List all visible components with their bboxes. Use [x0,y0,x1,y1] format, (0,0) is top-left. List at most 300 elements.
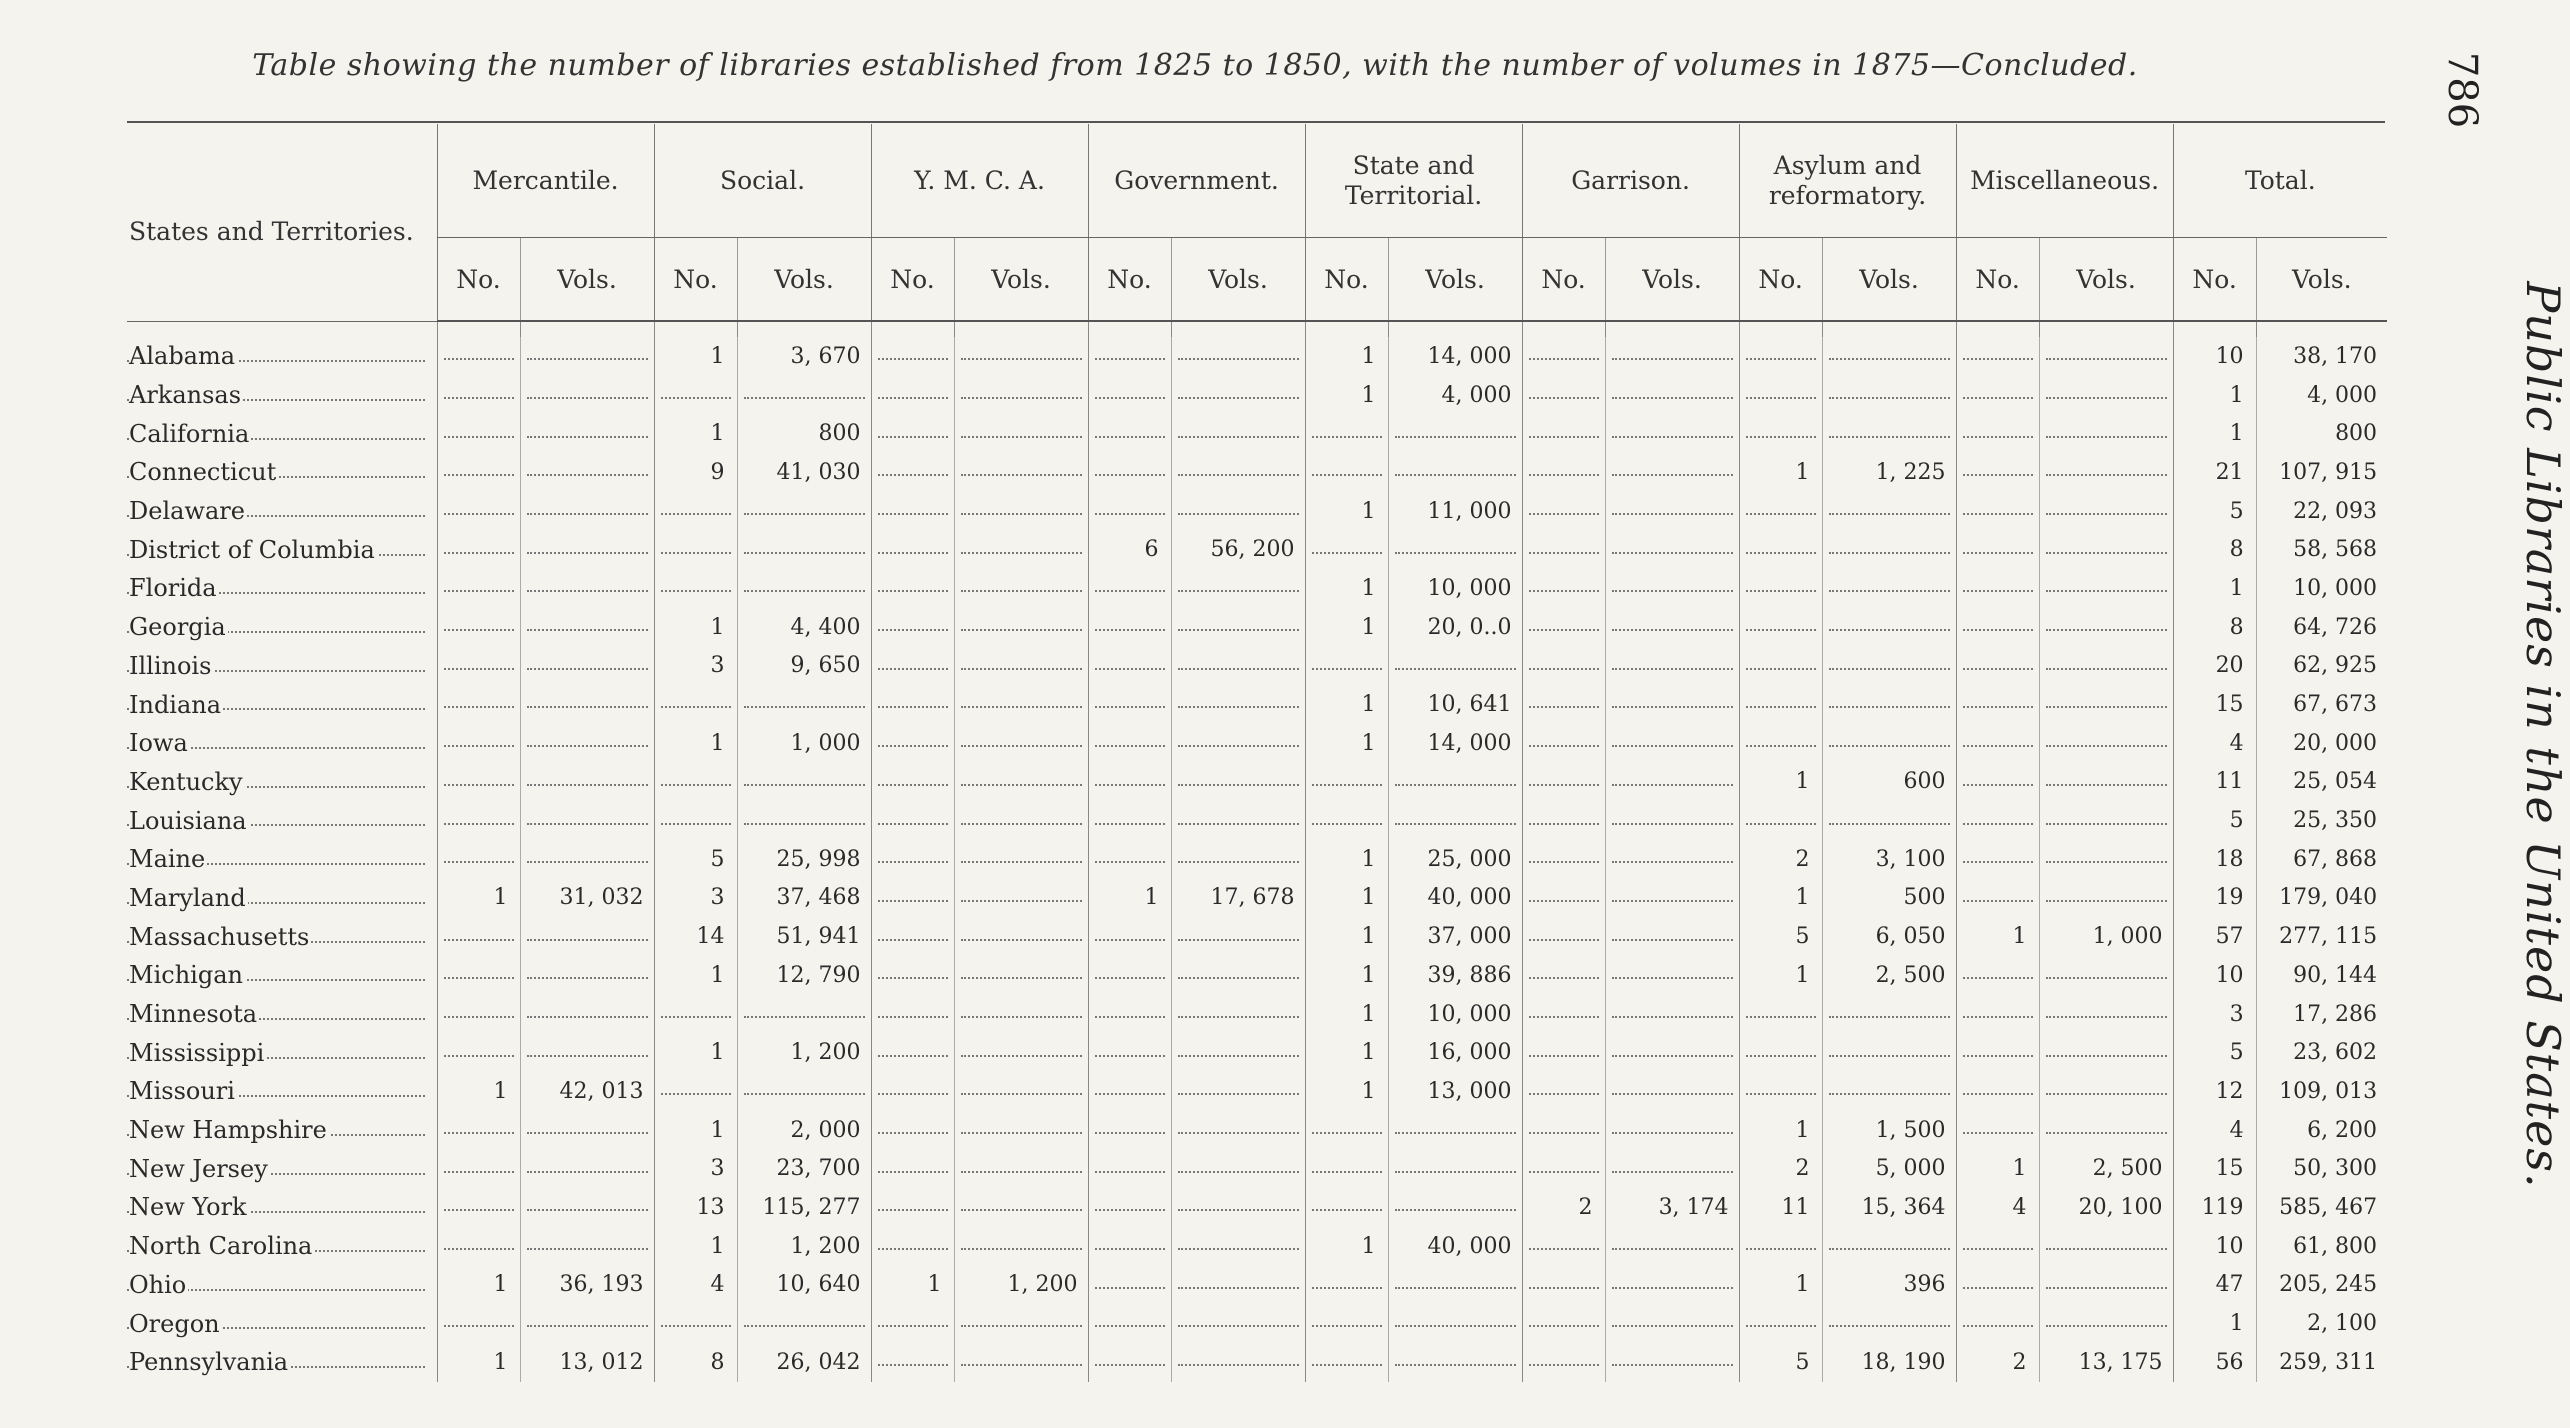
government-vols-cell [1171,1033,1305,1072]
total-no-cell: 15 [2173,1149,2256,1188]
ymca-vols-cell [954,724,1088,763]
state-territorial-vols-cell: 10, 641 [1388,685,1522,724]
vols-header: Vols. [2039,238,2173,322]
ymca-no-cell [871,956,954,995]
social-vols-cell: 12, 790 [737,956,871,995]
state-territorial-vols-cell: 20, 0..0 [1388,608,1522,647]
ymca-vols-cell [954,1227,1088,1266]
group-header-garrison: Garrison. [1522,124,1739,238]
asylum-no-cell [1739,569,1822,608]
no-header: No. [1739,238,1822,322]
government-vols-cell [1171,840,1305,879]
state-name-cell [127,1343,437,1382]
garrison-no-cell [1522,608,1605,647]
state-name-cell [127,995,437,1034]
government-vols-cell [1171,1266,1305,1305]
table-row [127,530,2387,569]
garrison-no-cell [1522,1072,1605,1111]
state-territorial-no-cell: 1 [1305,1033,1388,1072]
state-name-cell [127,724,437,763]
total-vols-cell: 10, 000 [2256,569,2387,608]
asylum-vols-cell: 2, 500 [1822,956,1956,995]
state-territorial-vols-cell [1388,1149,1522,1188]
state-territorial-vols-cell: 37, 000 [1388,917,1522,956]
miscellaneous-no-cell: 1 [1956,917,2039,956]
miscellaneous-vols-cell [2039,801,2173,840]
total-no-cell: 20 [2173,647,2256,686]
state-territorial-vols-cell [1388,801,1522,840]
state-name: California [129,419,250,448]
ymca-no-cell [871,1227,954,1266]
miscellaneous-vols-cell [2039,1033,2173,1072]
asylum-vols-cell: 1, 225 [1822,453,1956,492]
no-header: No. [437,238,520,322]
social-vols-cell: 26, 042 [737,1343,871,1382]
ymca-no-cell [871,1111,954,1150]
ymca-vols-cell [954,414,1088,453]
garrison-no-cell [1522,917,1605,956]
mercantile-vols-cell [520,1227,654,1266]
mercantile-vols-cell [520,995,654,1034]
mercantile-no-cell [437,1227,520,1266]
ymca-no-cell [871,1304,954,1343]
ymca-no-cell [871,453,954,492]
state-territorial-no-cell [1305,647,1388,686]
total-vols-cell: 205, 245 [2256,1266,2387,1305]
no-header: No. [2173,238,2256,322]
ymca-vols-cell [954,453,1088,492]
government-vols-cell [1171,492,1305,531]
garrison-vols-cell [1605,917,1739,956]
state-name-cell [127,530,437,569]
table-row [127,840,2387,879]
miscellaneous-vols-cell: 1, 000 [2039,917,2173,956]
table-title: Table showing the number of libraries established from 1825 to 1850, with the number of volumes in 1875—Concluded. [252,48,2138,83]
total-vols-cell: 109, 013 [2256,1072,2387,1111]
table-row [127,917,2387,956]
garrison-no-cell [1522,1266,1605,1305]
mercantile-vols-cell: 36, 193 [520,1266,654,1305]
garrison-no-cell [1522,685,1605,724]
government-vols-cell [1171,1111,1305,1150]
vols-header: Vols. [1171,238,1305,322]
government-no-cell [1088,1033,1171,1072]
garrison-no-cell [1522,995,1605,1034]
no-header: No. [1956,238,2039,322]
state-territorial-vols-cell [1388,1266,1522,1305]
social-no-cell [654,530,737,569]
social-no-cell: 1 [654,608,737,647]
miscellaneous-no-cell [1956,956,2039,995]
ymca-vols-cell [954,995,1088,1034]
table-row [127,414,2387,453]
garrison-vols-cell [1605,1227,1739,1266]
social-no-cell [654,492,737,531]
total-vols-cell: 107, 915 [2256,453,2387,492]
asylum-no-cell [1739,1304,1822,1343]
miscellaneous-no-cell: 2 [1956,1343,2039,1382]
mercantile-vols-cell [520,1149,654,1188]
state-territorial-no-cell: 1 [1305,956,1388,995]
state-name: Kentucky [129,767,243,796]
asylum-vols-cell [1822,1033,1956,1072]
social-vols-cell [737,685,871,724]
garrison-no-cell [1522,1149,1605,1188]
vols-header: Vols. [1822,238,1956,322]
state-name: Massachusetts [129,922,310,951]
garrison-vols-cell [1605,724,1739,763]
miscellaneous-vols-cell [2039,1304,2173,1343]
social-vols-cell: 1, 200 [737,1033,871,1072]
social-no-cell: 1 [654,1227,737,1266]
table-row [127,1266,2387,1305]
garrison-no-cell [1522,1033,1605,1072]
mercantile-vols-cell [520,1304,654,1343]
total-vols-cell: 38, 170 [2256,337,2387,376]
total-vols-cell: 67, 868 [2256,840,2387,879]
government-vols-cell [1171,1343,1305,1382]
total-vols-cell: 20, 000 [2256,724,2387,763]
miscellaneous-no-cell [1956,1033,2039,1072]
social-vols-cell: 1, 200 [737,1227,871,1266]
social-vols-cell: 41, 030 [737,453,871,492]
mercantile-no-cell [437,414,520,453]
ymca-no-cell: 1 [871,1266,954,1305]
state-territorial-vols-cell [1388,763,1522,802]
asylum-no-cell: 1 [1739,763,1822,802]
state-name-cell [127,492,437,531]
state-territorial-no-cell: 1 [1305,724,1388,763]
social-no-cell [654,569,737,608]
garrison-no-cell [1522,1343,1605,1382]
group-header-mercantile: Mercantile. [437,124,654,238]
asylum-vols-cell [1822,1227,1956,1266]
total-vols-cell: 800 [2256,414,2387,453]
garrison-vols-cell [1605,530,1739,569]
group-header-ymca: Y. M. C. A. [871,124,1088,238]
miscellaneous-no-cell [1956,647,2039,686]
garrison-no-cell [1522,763,1605,802]
table-row [127,1033,2387,1072]
social-vols-cell: 115, 277 [737,1188,871,1227]
miscellaneous-vols-cell [2039,492,2173,531]
total-no-cell: 47 [2173,1266,2256,1305]
ymca-vols-cell [954,1072,1088,1111]
garrison-vols-cell [1605,685,1739,724]
garrison-vols-cell [1605,763,1739,802]
state-territorial-vols-cell: 40, 000 [1388,879,1522,918]
social-no-cell: 4 [654,1266,737,1305]
ymca-vols-cell [954,1033,1088,1072]
table-row [127,685,2387,724]
ymca-no-cell [871,685,954,724]
asylum-vols-cell: 600 [1822,763,1956,802]
mercantile-vols-cell [520,414,654,453]
miscellaneous-vols-cell [2039,840,2173,879]
ymca-vols-cell: 1, 200 [954,1266,1088,1305]
asylum-no-cell: 5 [1739,917,1822,956]
garrison-no-cell [1522,376,1605,415]
government-vols-cell [1171,414,1305,453]
state-name-cell [127,337,437,376]
state-territorial-no-cell [1305,1343,1388,1382]
total-no-cell: 56 [2173,1343,2256,1382]
total-no-cell: 1 [2173,414,2256,453]
state-name: New York [129,1193,247,1222]
table-body [127,321,2387,1382]
state-name-cell [127,840,437,879]
garrison-no-cell [1522,1227,1605,1266]
state-name: Iowa [129,729,188,758]
mercantile-no-cell [437,801,520,840]
state-name: Maryland [129,883,246,912]
table-row [127,724,2387,763]
social-vols-cell: 37, 468 [737,879,871,918]
ymca-no-cell [871,414,954,453]
asylum-vols-cell: 1, 500 [1822,1111,1956,1150]
mercantile-vols-cell [520,956,654,995]
social-vols-cell: 4, 400 [737,608,871,647]
mercantile-no-cell: 1 [437,1343,520,1382]
ymca-no-cell [871,376,954,415]
total-vols-cell: 25, 350 [2256,801,2387,840]
government-vols-cell [1171,956,1305,995]
state-territorial-no-cell [1305,453,1388,492]
state-territorial-vols-cell: 39, 886 [1388,956,1522,995]
garrison-vols-cell [1605,376,1739,415]
miscellaneous-no-cell [1956,1111,2039,1150]
government-vols-cell [1171,1227,1305,1266]
social-vols-cell [737,492,871,531]
government-vols-cell [1171,376,1305,415]
state-territorial-no-cell [1305,801,1388,840]
states-header: States and Territories. [127,124,437,321]
miscellaneous-vols-cell [2039,1227,2173,1266]
miscellaneous-vols-cell [2039,1111,2173,1150]
state-name-cell [127,1072,437,1111]
state-territorial-vols-cell [1388,1111,1522,1150]
government-no-cell [1088,917,1171,956]
libraries-table [127,124,2387,1382]
state-territorial-vols-cell [1388,1343,1522,1382]
no-header: No. [871,238,954,322]
asylum-vols-cell [1822,608,1956,647]
ymca-vols-cell [954,801,1088,840]
miscellaneous-no-cell [1956,414,2039,453]
social-vols-cell [737,530,871,569]
miscellaneous-no-cell [1956,763,2039,802]
miscellaneous-no-cell [1956,453,2039,492]
state-territorial-vols-cell: 40, 000 [1388,1227,1522,1266]
mercantile-no-cell [437,724,520,763]
total-vols-cell: 61, 800 [2256,1227,2387,1266]
garrison-vols-cell [1605,879,1739,918]
social-no-cell: 13 [654,1188,737,1227]
miscellaneous-vols-cell [2039,1072,2173,1111]
state-territorial-vols-cell: 14, 000 [1388,724,1522,763]
vols-header: Vols. [1605,238,1739,322]
state-territorial-no-cell [1305,1266,1388,1305]
government-no-cell [1088,569,1171,608]
garrison-no-cell [1522,492,1605,531]
government-no-cell [1088,956,1171,995]
state-name-cell [127,1304,437,1343]
garrison-vols-cell [1605,1111,1739,1150]
garrison-no-cell [1522,569,1605,608]
government-vols-cell: 56, 200 [1171,530,1305,569]
ymca-no-cell [871,1149,954,1188]
garrison-no-cell [1522,453,1605,492]
state-name-cell [127,1111,437,1150]
mercantile-vols-cell: 42, 013 [520,1072,654,1111]
state-name: Pennsylvania [129,1348,289,1377]
garrison-no-cell: 2 [1522,1188,1605,1227]
state-name: Missouri [129,1077,235,1106]
state-territorial-no-cell: 1 [1305,840,1388,879]
government-vols-cell [1171,801,1305,840]
table-row [127,1304,2387,1343]
ymca-no-cell [871,1188,954,1227]
garrison-vols-cell [1605,1072,1739,1111]
asylum-no-cell [1739,1072,1822,1111]
government-no-cell [1088,995,1171,1034]
state-territorial-no-cell: 1 [1305,917,1388,956]
mercantile-vols-cell [520,685,654,724]
state-name: New Jersey [129,1154,268,1183]
miscellaneous-vols-cell [2039,685,2173,724]
ymca-no-cell [871,763,954,802]
asylum-no-cell: 2 [1739,840,1822,879]
state-name: Mississippi [129,1038,265,1067]
state-territorial-no-cell [1305,530,1388,569]
mercantile-no-cell [437,1188,520,1227]
state-name: Connecticut [129,458,277,487]
state-territorial-no-cell: 1 [1305,492,1388,531]
ymca-no-cell [871,1343,954,1382]
miscellaneous-vols-cell [2039,647,2173,686]
government-vols-cell: 17, 678 [1171,879,1305,918]
social-vols-cell [737,569,871,608]
asylum-no-cell: 2 [1739,1149,1822,1188]
miscellaneous-no-cell [1956,879,2039,918]
total-no-cell: 5 [2173,492,2256,531]
asylum-no-cell [1739,801,1822,840]
government-vols-cell [1171,647,1305,686]
state-territorial-no-cell: 1 [1305,376,1388,415]
garrison-vols-cell [1605,414,1739,453]
state-name-cell [127,801,437,840]
miscellaneous-vols-cell: 13, 175 [2039,1343,2173,1382]
mercantile-no-cell [437,376,520,415]
state-territorial-vols-cell [1388,647,1522,686]
government-no-cell [1088,608,1171,647]
mercantile-vols-cell [520,376,654,415]
garrison-no-cell [1522,879,1605,918]
social-vols-cell [737,1072,871,1111]
government-no-cell [1088,1343,1171,1382]
government-vols-cell [1171,1072,1305,1111]
mercantile-no-cell [437,608,520,647]
table-row [127,337,2387,376]
no-header: No. [1522,238,1605,322]
ymca-no-cell [871,879,954,918]
government-no-cell [1088,1072,1171,1111]
state-territorial-no-cell [1305,763,1388,802]
state-territorial-vols-cell: 4, 000 [1388,376,1522,415]
social-no-cell: 14 [654,917,737,956]
miscellaneous-vols-cell [2039,414,2173,453]
garrison-no-cell [1522,840,1605,879]
mercantile-no-cell [437,763,520,802]
mercantile-no-cell [437,840,520,879]
ymca-vols-cell [954,1304,1088,1343]
government-no-cell: 6 [1088,530,1171,569]
garrison-no-cell [1522,530,1605,569]
government-no-cell [1088,453,1171,492]
garrison-vols-cell [1605,1343,1739,1382]
garrison-vols-cell [1605,801,1739,840]
asylum-vols-cell: 6, 050 [1822,917,1956,956]
total-no-cell: 15 [2173,685,2256,724]
no-header: No. [654,238,737,322]
social-vols-cell: 9, 650 [737,647,871,686]
table-row [127,763,2387,802]
total-no-cell: 11 [2173,763,2256,802]
social-no-cell [654,1072,737,1111]
total-vols-cell: 67, 673 [2256,685,2387,724]
state-name-cell [127,647,437,686]
table-row [127,453,2387,492]
state-name-cell [127,763,437,802]
mercantile-no-cell [437,569,520,608]
asylum-no-cell [1739,608,1822,647]
asylum-no-cell: 1 [1739,956,1822,995]
state-name-cell [127,956,437,995]
garrison-vols-cell [1605,995,1739,1034]
miscellaneous-no-cell [1956,337,2039,376]
miscellaneous-no-cell [1956,376,2039,415]
ymca-vols-cell [954,1343,1088,1382]
asylum-no-cell [1739,1033,1822,1072]
asylum-vols-cell [1822,530,1956,569]
table-row [127,1343,2387,1382]
miscellaneous-vols-cell [2039,337,2173,376]
asylum-no-cell [1739,376,1822,415]
ymca-vols-cell [954,1149,1088,1188]
social-no-cell: 1 [654,337,737,376]
state-name: Michigan [129,961,243,990]
asylum-vols-cell: 396 [1822,1266,1956,1305]
miscellaneous-vols-cell [2039,1266,2173,1305]
garrison-vols-cell [1605,647,1739,686]
ymca-no-cell [871,1072,954,1111]
state-name: Maine [129,845,206,874]
table-row [127,492,2387,531]
government-vols-cell [1171,453,1305,492]
total-no-cell: 1 [2173,569,2256,608]
total-vols-cell: 4, 000 [2256,376,2387,415]
vols-header: Vols. [2256,238,2387,322]
government-vols-cell [1171,1188,1305,1227]
asylum-vols-cell [1822,569,1956,608]
total-vols-cell: 6, 200 [2256,1111,2387,1150]
miscellaneous-no-cell [1956,608,2039,647]
government-no-cell [1088,414,1171,453]
ymca-no-cell [871,530,954,569]
mercantile-no-cell [437,1149,520,1188]
mercantile-vols-cell: 31, 032 [520,879,654,918]
ymca-no-cell [871,337,954,376]
